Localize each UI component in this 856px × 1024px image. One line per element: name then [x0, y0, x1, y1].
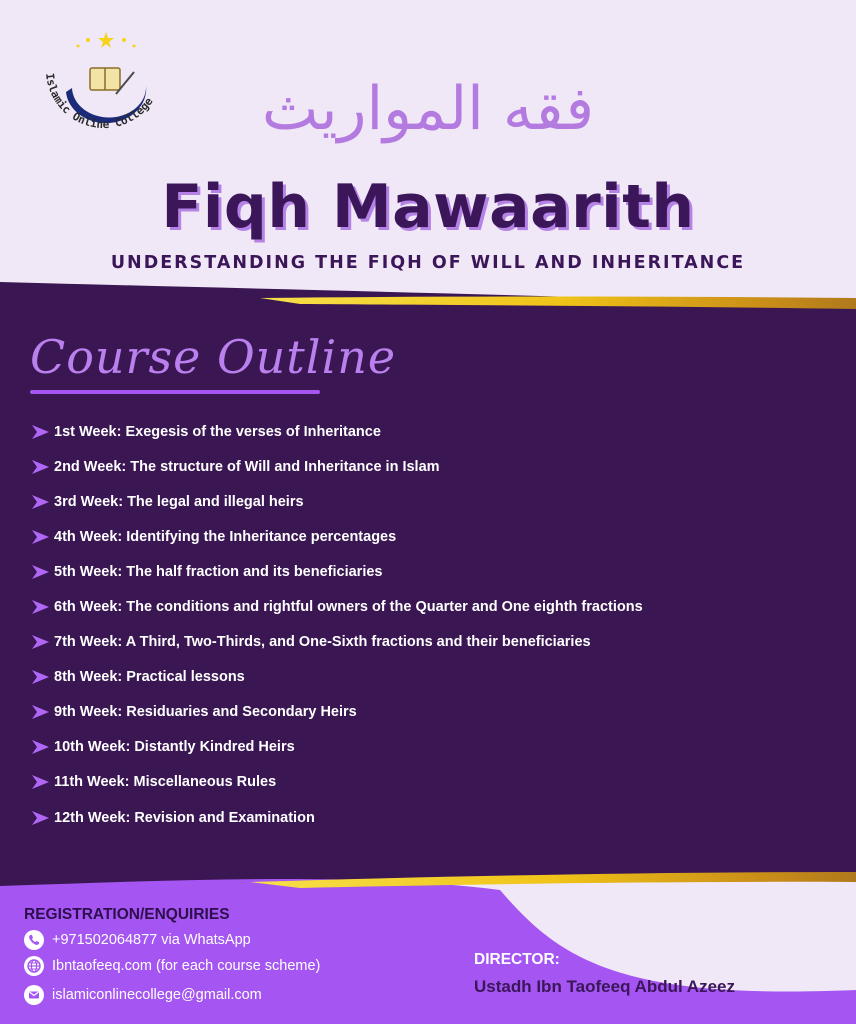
week-item — [30, 589, 643, 624]
week-text: 9th Week: Residuaries and Secondary Heirs — [54, 704, 357, 721]
week-text: 4th Week: Identifying the Inheritance percentages — [54, 528, 397, 545]
week-item — [30, 414, 643, 449]
week-text: 7th Week: A Third, Two-Thirds, and One-Sixth fractions and their beneficiaries — [54, 634, 591, 651]
contact-website[interactable] — [24, 956, 320, 976]
arrow-icon — [30, 599, 50, 615]
week-text: 8th Week: Practical lessons — [54, 669, 245, 686]
week-item — [30, 695, 643, 730]
week-text: 5th Week: The half fraction and its beneficiaries — [54, 563, 383, 580]
page-title: Fiqh Mawaarith — [161, 172, 695, 242]
arrow-icon — [30, 564, 50, 580]
website-text: Ibntaofeeq.com (for each course scheme) — [52, 958, 321, 974]
arrow-icon — [30, 494, 50, 510]
week-item — [30, 519, 643, 554]
week-list — [30, 414, 643, 835]
arrow-icon — [30, 774, 50, 790]
director-label: DIRECTOR: — [474, 951, 560, 968]
registration-heading: REGISTRATION/ENQUIRIES — [24, 906, 230, 923]
logo-text: Islamic Online College — [43, 72, 156, 132]
week-text: 3rd Week: The legal and illegal heirs — [54, 493, 304, 510]
week-item — [30, 800, 643, 835]
email-icon — [24, 985, 44, 1005]
arrow-icon — [30, 669, 50, 685]
arrow-icon — [30, 529, 50, 545]
arrow-icon — [30, 459, 50, 475]
week-text: 12th Week: Revision and Examination — [54, 809, 315, 826]
arabic-title: فقه المواريث — [261, 74, 595, 144]
director-name: Ustadh Ibn Taofeeq Abdul Azeez — [474, 977, 735, 996]
arrow-icon — [30, 634, 50, 650]
arrow-icon — [30, 424, 50, 440]
arrow-icon — [30, 739, 50, 755]
week-item — [30, 554, 643, 589]
week-item — [30, 765, 643, 800]
week-text: 2nd Week: The structure of Will and Inheritance in Islam — [54, 458, 440, 475]
globe-icon — [24, 956, 44, 976]
week-item — [30, 625, 643, 660]
week-item — [30, 449, 643, 484]
phone-icon — [24, 930, 44, 950]
page-subtitle: UNDERSTANDING THE FIQH OF WILL AND INHERITANCE — [110, 253, 746, 273]
course-outline-heading: Course Outline — [30, 330, 397, 384]
email-text: islamiconlinecollege@gmail.com — [52, 987, 262, 1003]
arrow-icon — [30, 704, 50, 720]
week-item — [30, 730, 643, 765]
week-text: 11th Week: Miscellaneous Rules — [54, 774, 277, 791]
heading-underline — [30, 390, 320, 394]
contact-phone[interactable] — [24, 930, 251, 950]
week-text: 1st Week: Exegesis of the verses of Inheritance — [54, 423, 381, 440]
week-text: 6th Week: The conditions and rightful owners of the Quarter and One eighth fractions — [54, 599, 643, 616]
week-text: 10th Week: Distantly Kindred Heirs — [54, 739, 295, 756]
phone-text: +971502064877 via WhatsApp — [52, 932, 251, 948]
week-item — [30, 660, 643, 695]
week-item — [30, 484, 643, 519]
arrow-icon — [30, 810, 50, 826]
contact-email[interactable] — [24, 985, 262, 1005]
